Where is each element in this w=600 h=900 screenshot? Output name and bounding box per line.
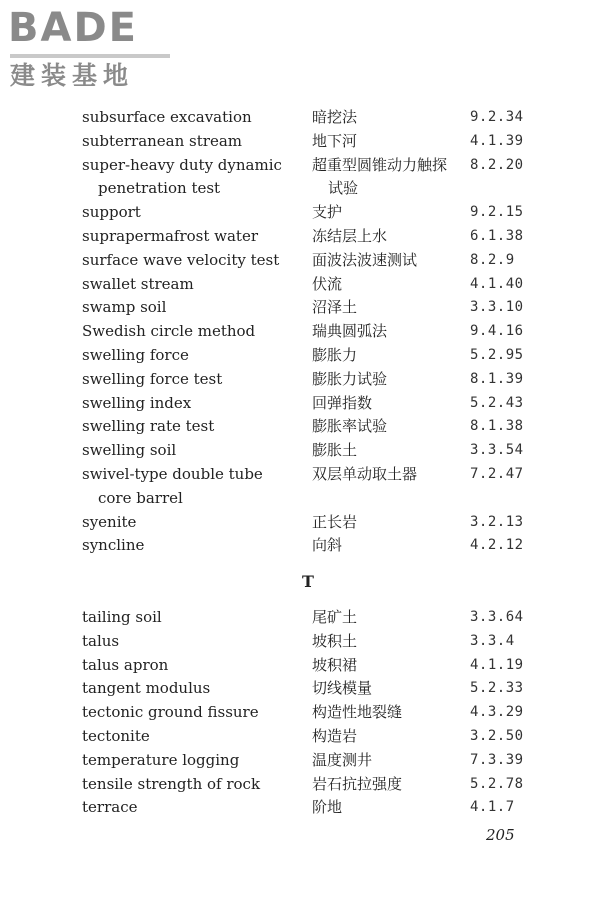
bade-logo [8,4,208,94]
chinese-term-text: 膨胀土 [312,441,358,460]
glossary-entry [0,630,600,654]
glossary-entry [0,296,600,320]
english-term-text: swelling force [82,345,189,364]
chinese-term-text: 双层单动取土器 [312,464,418,483]
chinese-term-text: 岩石抗拉强度 [312,774,403,793]
entry-section-number: 5.2.33 [470,680,524,697]
glossary-entry [0,725,600,749]
entry-english-term [82,154,307,202]
entry-section-number: 5.2.78 [470,775,524,792]
entry-chinese-term [312,630,462,654]
glossary-entry [0,749,600,773]
english-term-text: tangent modulus [82,679,211,698]
entry-chinese-term [312,439,462,463]
english-term-text: terrace [82,798,138,817]
glossary-entry [0,368,600,392]
chinese-term-text: 面波法波速测试 [312,250,418,269]
glossary-entry [0,534,600,558]
entry-chinese-term [312,225,462,249]
entry-english-term [82,463,307,511]
glossary-entry [0,439,600,463]
entry-english-term [82,320,307,344]
entry-chinese-term [312,201,462,225]
entry-section-number: 7.2.47 [470,465,524,482]
page-number: 205 [486,826,515,844]
entry-english-term [82,630,307,654]
logo-subtitle: 建装基地 [10,61,135,90]
entry-chinese-term [312,701,462,725]
entry-section-number: 3.2.13 [470,513,524,530]
chinese-term-text: 构造岩 [312,726,358,745]
entry-english-term [82,296,307,320]
entry-section-number: 4.1.40 [470,275,524,292]
entry-chinese-term [312,773,462,797]
glossary-entry [0,463,600,511]
entry-english-term [82,654,307,678]
glossary-entry [0,106,600,130]
glossary-entry [0,701,600,725]
english-term-text: swivel-type double tube [82,464,263,483]
entry-english-term [82,249,307,273]
entry-section-number: 9.2.34 [470,109,524,125]
glossary-entry [0,225,600,249]
english-term-text: talus apron [82,655,169,674]
chinese-term-text: 膨胀力试验 [312,369,388,388]
chinese-term-text: 向斜 [312,536,343,555]
glossary-entry [0,201,600,225]
english-term-text: tailing soil [82,608,162,626]
glossary-entry [0,796,600,820]
chinese-term-text: 回弹指数 [312,393,373,412]
english-term-text: tectonite [82,726,150,745]
entry-english-term [82,701,307,725]
entry-english-term [82,796,307,820]
glossary-entry [0,249,600,273]
entry-chinese-term [312,796,462,820]
entry-english-term [82,439,307,463]
entry-chinese-term [312,606,462,630]
glossary-entry [0,415,600,439]
glossary-entry [0,677,600,701]
entry-section-number: 3.3.54 [470,442,524,459]
glossary-entry [0,654,600,678]
entry-section-number: 8.2.9 [470,251,515,268]
entry-section-number: 4.1.39 [470,132,524,149]
chinese-term-text: 暗挖法 [312,108,358,126]
entry-chinese-term [312,534,462,558]
glossary-entry [0,130,600,154]
entry-section-number: 3.2.50 [470,727,524,744]
entry-chinese-term [312,106,462,130]
entry-english-term [82,392,307,416]
english-term-text: tectonic ground fissure [82,703,259,722]
english-term-text: suprapermafrost water [82,226,258,245]
glossary-section-t [0,606,600,820]
entry-section-number: 4.2.12 [470,537,524,554]
entry-english-term [82,773,307,797]
entry-chinese-term [312,415,462,439]
glossary-entry [0,773,600,797]
english-term-text: subterranean stream [82,131,242,150]
entry-english-term [82,511,307,535]
chinese-term-text: 构造性地裂缝 [312,703,403,722]
english-term-text: subsurface excavation [82,108,252,126]
entry-section-number: 3.3.64 [470,609,524,625]
entry-english-term [82,344,307,368]
chinese-term-text: 温度测井 [312,750,373,769]
entry-section-number: 4.1.19 [470,656,524,673]
entry-section-number: 4.1.7 [470,799,515,816]
entry-section-number: 3.3.10 [470,299,524,316]
english-term-text: syncline [82,536,145,555]
chinese-term-text: 地下河 [312,131,358,150]
english-term-text: swelling index [82,393,192,412]
entry-chinese-term [312,677,462,701]
entry-chinese-term [312,296,462,320]
entry-section-number: 6.1.38 [470,227,524,244]
entry-section-number: 3.3.4 [470,632,515,649]
glossary-entry [0,344,600,368]
entry-chinese-term [312,463,462,487]
entry-section-number: 5.2.43 [470,394,524,411]
entry-chinese-term [312,154,462,202]
english-term-text: support [82,203,141,222]
logo-word: BADE [8,5,138,51]
glossary-entry [0,320,600,344]
entry-section-number: 8.1.38 [470,418,524,435]
english-term-text: temperature logging [82,750,240,769]
glossary-entry [0,273,600,297]
entry-english-term [82,725,307,749]
glossary-entry [0,511,600,535]
entry-section-number: 8.1.39 [470,370,524,387]
entry-chinese-term [312,368,462,392]
chinese-term-continuation: 试验 [328,179,359,198]
chinese-term-text: 沼泽土 [312,298,358,317]
english-term-text: surface wave velocity test [82,250,280,269]
entry-chinese-term [312,249,462,273]
entry-english-term [82,106,307,130]
entry-english-term [82,273,307,297]
entry-english-term [82,368,307,392]
chinese-term-text: 超重型圆锥动力触探 [312,155,448,174]
entry-chinese-term [312,511,462,535]
english-term-text: Swedish circle method [82,322,256,341]
entry-section-number: 7.3.39 [470,751,524,768]
chinese-term-text: 尾矿土 [312,608,358,626]
entry-chinese-term [312,320,462,344]
entry-english-term [82,201,307,225]
entry-chinese-term [312,344,462,368]
glossary-entry [0,606,600,630]
entry-chinese-term [312,749,462,773]
section-letter-heading: T [302,572,314,591]
english-term-text: tensile strength of rock [82,774,261,793]
chinese-term-text: 膨胀力 [312,345,358,364]
english-term-text: swallet stream [82,274,194,293]
chinese-term-text: 膨胀率试验 [312,417,388,436]
entry-section-number: 9.4.16 [470,323,524,340]
chinese-term-text: 瑞典圆弧法 [312,322,388,341]
entry-chinese-term [312,392,462,416]
entry-english-term [82,415,307,439]
english-term-text: super-heavy duty dynamic [82,155,282,174]
chinese-term-text: 阶地 [312,798,343,817]
chinese-term-text: 坡积土 [312,631,358,650]
english-term-text: syenite [82,512,137,531]
glossary-entry [0,392,600,416]
chinese-term-text: 冻结层上水 [312,226,388,245]
entry-chinese-term [312,130,462,154]
entry-section-number: 4.3.29 [470,704,524,721]
english-term-text: swelling force test [82,369,223,388]
chinese-term-text: 切线模量 [312,679,373,698]
glossary-section-s [0,106,600,558]
entry-english-term [82,534,307,558]
entry-english-term [82,749,307,773]
english-term-text: swelling rate test [82,417,215,436]
chinese-term-text: 正长岩 [312,512,358,531]
english-term-continuation: core barrel [98,488,183,507]
entry-english-term [82,606,307,630]
chinese-term-text: 支护 [312,203,343,222]
english-term-text: swelling soil [82,441,177,460]
glossary-entry [0,154,600,202]
entry-section-number: 8.2.20 [470,156,524,173]
chinese-term-text: 伏流 [312,274,343,293]
entry-section-number: 9.2.15 [470,204,524,221]
entry-english-term [82,677,307,701]
english-term-text: talus [82,631,120,650]
entry-chinese-term [312,654,462,678]
entry-chinese-term [312,273,462,297]
entry-english-term [82,225,307,249]
entry-chinese-term [312,725,462,749]
entry-section-number: 5.2.95 [470,346,524,363]
english-term-text: swamp soil [82,298,167,317]
chinese-term-text: 坡积裙 [312,655,358,674]
entry-english-term [82,130,307,154]
english-term-continuation: penetration test [98,179,221,198]
